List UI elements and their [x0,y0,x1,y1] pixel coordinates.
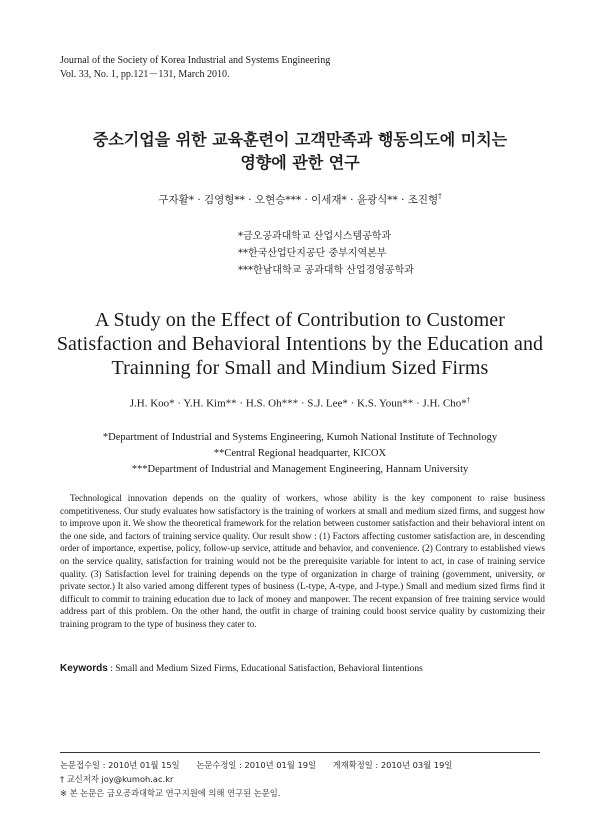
english-authors [0,396,600,410]
corresponding-mark: † [466,396,471,404]
korean-affiliation: **한국산업단지공단 중부지역본부 [238,248,387,259]
english-title-line: Trainning for Small and Mindium Sized Firms [111,357,489,379]
received-date: 논문접수일 : 2010년 01월 15일 [60,760,180,770]
korean-affiliation: *금오공과대학교 산업시스템공학과 [238,231,392,242]
abstract [60,492,545,631]
journal-issue: Vol. 33, No. 1, pp.121－131, March 2010. [60,69,230,80]
english-affiliation: *Department of Industrial and Systems Engineering, Kumoh National Institute of Technology [102,432,498,443]
keywords-separator: : [107,664,116,674]
accepted-date: 게재확정일 : 2010년 03월 19일 [332,760,453,770]
korean-title-line: 중소기업을 위한 교육훈련이 고객만족과 행동의도에 미치는 [92,130,508,149]
english-author-list: J.H. Koo* · Y.H. Kim** · H.S. Oh*** · S.J. Lee* · K.S. Youn** · J.H. Cho* [129,397,467,410]
keywords-text: Small and Medium Sized Firms, Educational Satisfaction, Behavioral Iintentions [115,664,423,674]
english-affiliations [0,430,600,478]
submission-dates [60,758,466,772]
korean-title [0,128,600,174]
journal-header [60,54,330,82]
footer-notes [60,758,466,800]
korean-title-line: 영향에 관한 연구 [240,153,360,172]
english-affiliation: **Central Regional headquarter, KICOX [213,448,387,459]
footer-divider [60,752,540,753]
keywords-label: Keywords [60,663,108,674]
korean-authors [0,192,600,207]
revised-date: 논문수정일 : 2010년 01월 19일 [196,760,317,770]
english-title-line: A Study on the Effect of Contribution to Customer [94,309,506,331]
journal-name: Journal of the Society of Korea Industrial and Systems Engineering [60,55,331,66]
corresponding-author: † 교신저자 joy@kumoh.ac.kr [60,774,174,784]
funding-note: ※ 본 논문은 금오공과대학교 연구지원에 의해 연구된 논문임. [60,788,281,798]
korean-affiliation: ***한남대학교 공과대학 산업경영공학과 [238,265,414,276]
korean-author-list: 구자활* · 김영형** · 오현승*** · 이세재* · 윤광식** · 조진형 [158,194,439,206]
corresponding-mark: † [438,192,442,201]
english-title-line: Satisfaction and Behavioral Intentions by the Education and [56,333,544,355]
english-affiliation: ***Department of Industrial and Management Engineering, Hannam University [131,464,469,475]
keywords [60,663,423,674]
english-title [0,308,600,380]
korean-affiliations [238,228,414,279]
abstract-text: Technological innovation depends on the quality of workers, whose ability is the key component to raise business competitiveness. Our study evaluates how satisfactory is the training of workers at small and medium sized firms, and suggest how to improve upon it. We show the theoretical framework for the relation between customer satisfaction and their behavioral intent on the one side, and factors of training service quality. Our result show : (1) Factors affecting customer satisfaction are, in descending order of importance, expertise, policy, follow-up service, attitude and behavior, and convenience. (2) Contrary to established views on the service quality, satisfaction for training would not be the prerequisite variable for intent to act, in case of training service quality. (3) Satisfaction level for training depends on the type of organization in charge of training (government, university, or private sector.) It also varied among different types of business (L-type, A-type, and J-type.) Small and medium sized firms find it difficult to commit to training education due to lack of money and manpower. The recent expansion of free training service would address part of this problem. On the other hand, the outfit in charge of training could boost service quality by customizing their training program to the type of business they cater to. [60,493,545,629]
